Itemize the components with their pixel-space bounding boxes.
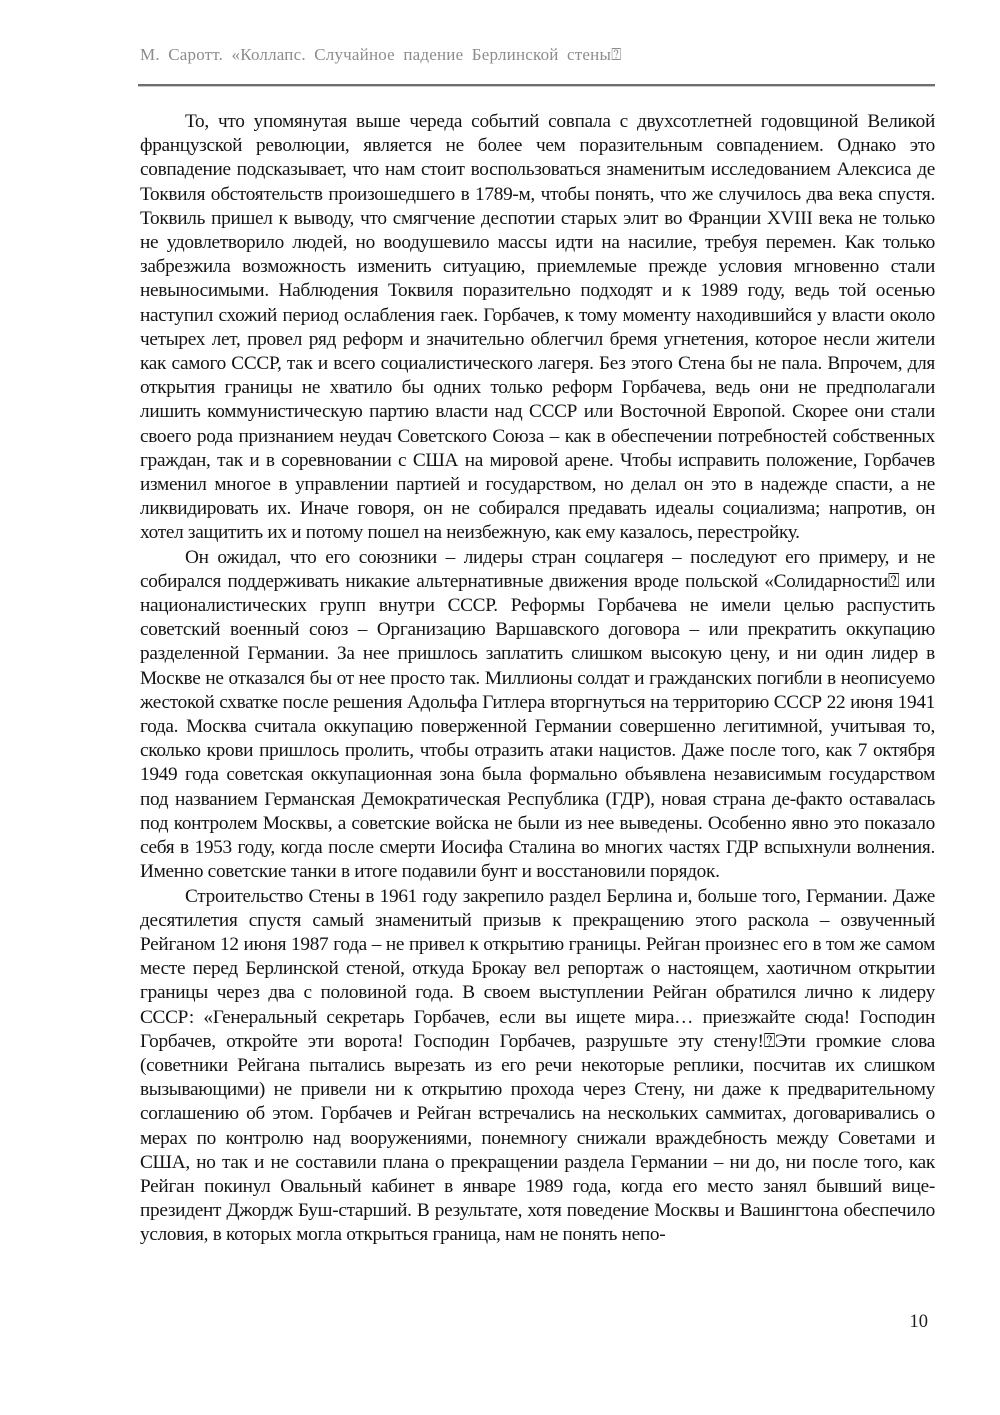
paragraph: Он ожидал, что его союзники – лидеры стран соцлагеря – последуют его примеру, и не собирался поддерживать никакие альтернативные движения вроде польской «Солидарности⍰ или националистических групп внутри СССР. Реформы Горбачева не имели целью распустить советский военный союз – Организацию Варшавского договора – или прекратить оккупацию разделенной Германии. За нее пришлось заплатить слишком высокую цену, и ни один лидер в Москве не отказался бы от нее просто так. Миллионы солдат и гражданских погибли в неописуемо жестокой схватке после решения Адольфа Гитлера вторгнуться на территорию СССР 22 июня 1941 года. Москва считала оккупацию поверженной Германии совершенно легитимной, учитывая то, сколько крови пришлось пролить, чтобы отразить атаки нацистов. Даже после того, как 7 октября 1949 года советская оккупационная зона была формально объявлена независимым государством под названием Германская Демократическая Республика (ГДР), новая страна де-факто оставалась под контролем Москвы, а советские войска не были из нее выведены. Особенно явно это показало себя в 1953 году, когда после смерти Иосифа Сталина во многих частях ГДР вспыхнули волнения. Именно советские танки в итоге подавили бунт и восстановили порядок. <box>140 546 935 883</box>
paragraph: Строительство Стены в 1961 году закрепило раздел Берлина и, больше того, Германии. Даже десятилетия спустя самый знаменитый призыв к прекращению этого раскола – озвученный Рейганом 12 июня 1987 года – не привел к открытию границы. Рейган произнес его в том же самом месте перед Берлинской стеной, откуда Брокау вел репортаж о настоящем, хаотичном открытии границы через два с половиной года. В своем выступлении Рейган обратился лично к лидеру СССР: «Генеральный секретарь Горбачев, если вы ищете мира… приезжайте сюда! Господин Горбачев, откройте эти ворота! Господин Горбачев, разрушьте эту стену!⍰Эти громкие слова (советники Рейгана пытались вырезать из его речи некоторые реплики, посчитав их слишком вызывающими) не привели ни к открытию прохода через Стену, ни даже к предварительному соглашению об этом. Горбачев и Рейган встречались на нескольких саммитах, договаривались о мерах по контролю над вооружениями, понемногу снижали враждебность между Советами и США, но так и не составили плана о прекращении раздела Германии – ни до, ни после того, как Рейган покинул Овальный кабинет в январе 1989 года, когда его место занял бывший вице-президент Джордж Буш-старший. В результате, хотя поведение Москвы и Вашингтона обеспечило условия, в которых могла открыться граница, нам не понять непо- <box>140 885 935 1246</box>
paragraph: То, что упомянутая выше череда событий совпала с двухсотлетней годовщиной Великой французской революции, является не более чем поразительным совпадением. Однако это совпадение подсказывает, что нам стоит воспользоваться знаменитым исследованием Алексиса де Токвиля обстоятельств произошедшего в 1789-м, чтобы понять, что же случилось два века спустя. Токвиль пришел к выводу, что смягчение деспотии старых элит во Франции XVIII века не только не удовлетворило людей, но воодушевило массы идти на насилие, требуя перемен. Как только забрезжила возможность изменить ситуацию, приемлемые прежде условия мгновенно стали невыносимыми. Наблюдения Токвиля поразительно подходят и к 1989 году, ведь той осенью наступил схожий период ослабления гаек. Горбачев, к тому моменту находившийся у власти около четырех лет, провел ряд реформ и значительно облегчил бремя угнетения, которое несли жители как самого СССР, так и всего социалистического лагеря. Без этого Стена бы не пала. Впрочем, для открытия границы не хватило бы одних только реформ Горбачева, ведь они не предполагали лишить коммунистическую партию власти над СССР или Восточной Европой. Скорее они стали своего рода признанием неудач Советского Союза – как в обеспечении потребностей собственных граждан, так и в соревновании с США на мировой арене. Чтобы исправить положение, Горбачев изменил многое в управлении партией и государством, но делал он это в надежде спасти, а не ликвидировать их. Иначе говоря, он не собирался предавать идеалы социализма; напротив, он хотел защитить их и потому пошел на неизбежную, как ему казалось, перестройку. <box>140 111 935 544</box>
header-rule <box>138 84 935 87</box>
running-header: М. Саротт. «Коллапс. Случайное падение Берлинской стены⍰ <box>140 45 622 64</box>
page-body <box>140 110 935 1248</box>
page-number: 10 <box>909 1312 928 1332</box>
